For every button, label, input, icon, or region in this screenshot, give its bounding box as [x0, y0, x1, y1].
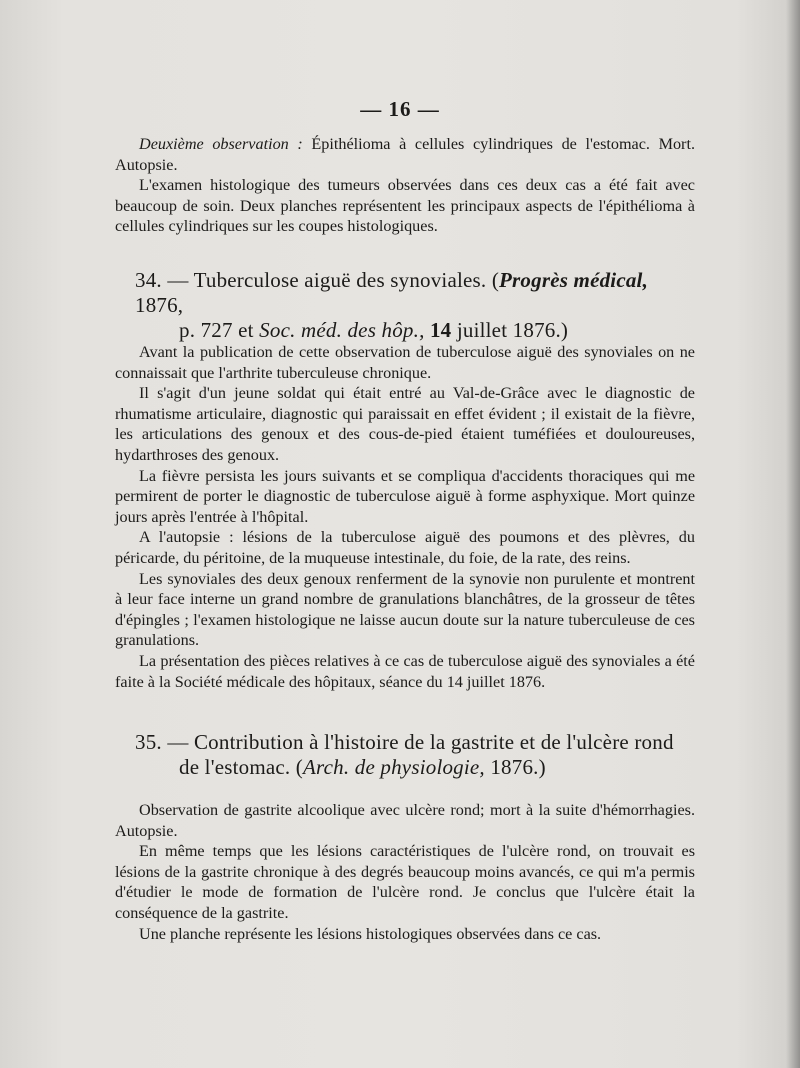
article-34-heading: [135, 268, 697, 343]
article-34-paragraph: La fièvre persista les jours suivants et se compliqua d'accidents thoraciques qui me permirent de porter le diagnostic de tuberculose aiguë à forme asphyxique. Mort quinze jours après l'entrée à l'hôpital.: [115, 466, 695, 526]
page-number: — 16 —: [360, 97, 440, 121]
article-35-heading-continuation: [135, 755, 697, 780]
article-34-paragraph: A l'autopsie : lésions de la tuberculose aiguë des poumons et des plèvres, du péricarde, du péritoine, de la muqueuse intestinale, du foie, de la rate, des reins.: [115, 528, 695, 567]
article-34-title: Tuberculose aiguë des synoviales.: [193, 268, 487, 292]
article-34-journal: Progrès médical,: [499, 268, 649, 292]
article-34-year: 1876,: [135, 293, 184, 317]
article-35-paragraph: Observation de gastrite alcoolique avec ulcère rond; mort à la suite d'hémorrhagies. Autopsie.: [115, 801, 695, 840]
article-35-year: 1876.): [490, 755, 546, 779]
article-34-society: Soc. méd. des hôp.,: [259, 318, 425, 342]
article-34-date-num: 14: [429, 318, 452, 342]
article-34-ref-open: (: [491, 268, 500, 292]
article-35-title-line-2: de l'estomac.: [179, 755, 291, 779]
observation-2-title: Épithélioma à cellules cylindriques de l'estomac. Mort. Autopsie.: [115, 135, 695, 174]
article-35-dash: —: [167, 730, 189, 754]
article-34-date-rest: juillet 1876.): [456, 318, 569, 342]
article-35-title-line-1: Contribution à l'histoire de la gastrite et de l'ulcère rond: [193, 730, 674, 754]
observation-2-label: Deuxième observation :: [139, 135, 303, 153]
article-34-paragraph: La présentation des pièces relatives à ce cas de tuberculose aiguë des synoviales a été faite à la Société médicale des hôpitaux, séance du 14 juillet 1876.: [115, 651, 695, 691]
article-35-heading: [135, 730, 697, 780]
article-35-body: [115, 800, 695, 944]
article-34-paragraph: Il s'agit d'un jeune soldat qui était entré au Val-de-Grâce avec le diagnostic de rhumatisme articulaire, diagnostic qui paraissait en effet évident ; il existait de la fièvre, les articulations des genoux et des cous-de-pied étaient tuméfiées et douloureuses, hydarthroses des genoux.: [115, 384, 695, 464]
article-34-number: 34.: [135, 268, 162, 292]
article-35-journal: Arch. de physiologie,: [303, 755, 485, 779]
article-34-paragraph: Avant la publication de cette observation de tuberculose aiguë des synoviales on ne connaissait que l'arthrite tuberculeuse chronique.: [115, 343, 695, 382]
article-34-page-ref: p. 727 et: [179, 318, 254, 342]
observation-2-paragraph: L'examen histologique des tumeurs observées dans ces deux cas a été fait avec beaucoup de soin. Deux planches représentent les principaux aspects de l'épithélioma à cellules cylindriques sur les coupes histologiques.: [115, 176, 695, 236]
article-34-heading-continuation: [135, 318, 697, 343]
article-35-number: 35.: [135, 730, 162, 754]
page-edge-shadow: [786, 0, 800, 1068]
article-35-paragraph: Une planche représente les lésions histologiques observées dans ce cas.: [139, 924, 602, 943]
article-34-paragraph: Les synoviales des deux genoux renferment de la synovie non purulente et montrent à leur face interne un grand nombre de granulations blanchâtres, de la grosseur de têtes d'épingles ; l'examen histologique ne laisse aucun doute sur la nature tuberculeuse de ces granulations.: [115, 569, 695, 650]
observation-2-heading: [115, 134, 695, 175]
article-34-body: [115, 342, 695, 692]
article-35-ref-open: (: [295, 755, 303, 779]
article-34-dash: —: [167, 268, 189, 292]
observation-2-block: [115, 134, 695, 237]
article-35-paragraph: En même temps que les lésions caractéristiques de l'ulcère rond, on trouvait es lésions de la gastrite chronique à des degrés beaucoup moins avancés, ce qui m'a permis d'étudier le mode de formation de l'ulcère rond. Je conclus que l'ulcère était la conséquence de la gastrite.: [115, 842, 695, 922]
